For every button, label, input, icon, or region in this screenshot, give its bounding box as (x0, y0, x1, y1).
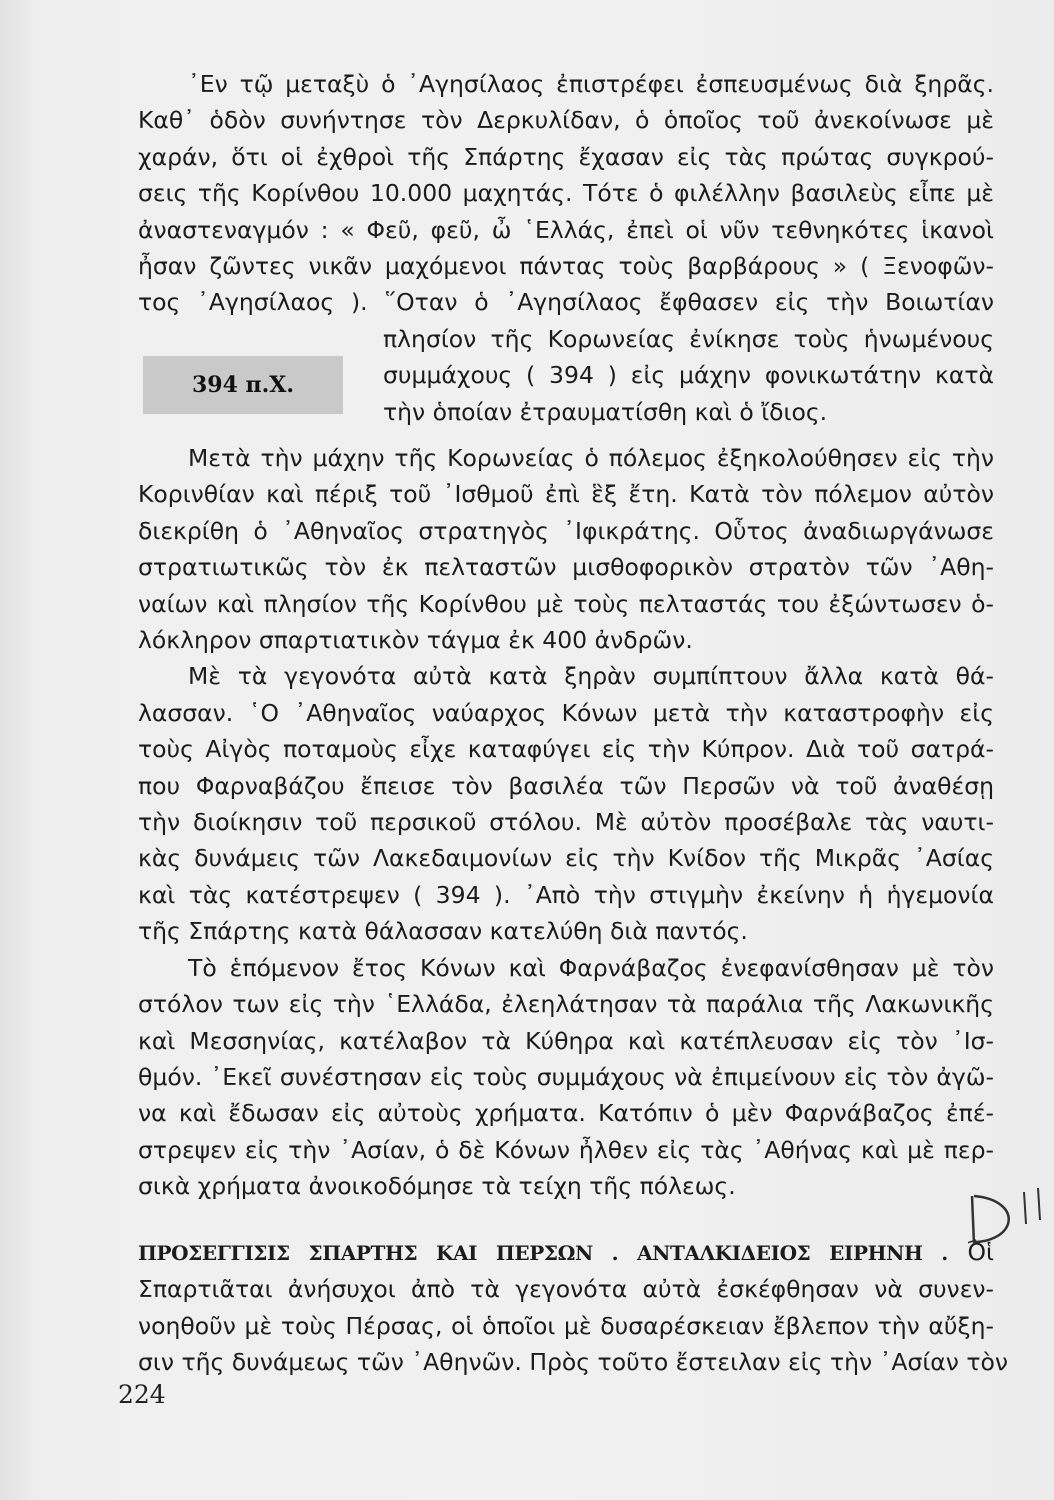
text-line: να καὶ ἔδωσαν εἰς αὐτοὺς χρήματα. Κατόπιν ὁ μὲν Φαρνάβαζος ἐπέ- (138, 1099, 994, 1128)
text-line: λασσαν. ῾Ο ᾿Αθηναῖος ναύαρχος Κόνων μετὰ τὴν καταστροφὴν εἰς (138, 698, 994, 727)
text-line: ἦσαν ζῶντες νικᾶν μαχόμενοι πάντας τοὺς βαρβάρους » ( Ξενοφῶν- (138, 252, 994, 281)
handwritten-mark-icon (968, 1184, 1048, 1250)
date-sidenote-label: 394 π.Χ. (191, 372, 295, 398)
text-line: σικὰ χρήματα ἀνοικοδόμησε τὰ τείχη τῆς πόλεως. (138, 1172, 736, 1201)
text-line: σεις τῆς Κορίνθου 10.000 μαχητάς. Τότε ὁ φιλέλλην βασιλεὺς εἶπε μὲ (138, 179, 994, 208)
text-line: ἀναστεναγμόν : « Φεῦ, φεῦ, ὦ ῾Ελλάς, ἐπεὶ οἱ νῦν τεθνηκότες ἱκανοὶ (138, 215, 994, 244)
section-text-line: Σπαρτιᾶται ἀνήσυχοι ἀπὸ τὰ γεγονότα αὐτὰ ἐσκέφθησαν νὰ συνεν- (138, 1275, 994, 1304)
text-line: Μετὰ τὴν μάχην τῆς Κορωνείας ὁ πόλεμος ἐξηκολούθησεν εἰς τὴν (188, 444, 994, 472)
text-line: συμμάχους ( 394 ) εἰς μάχην φονικωτάτην κατὰ (383, 361, 994, 390)
date-sidenote (143, 356, 343, 414)
text-line: θμόν. ᾿Εκεῖ συνέστησαν εἰς τοὺς συμμάχους νὰ ἐπιμείνουν εἰς τὸν ἀγῶ- (138, 1062, 994, 1091)
section-heading: ΠΡΟΣΕΓΓΙΣΙΣ ΣΠΑΡΤΗΣ ΚΑΙ ΠΕΡΣΩΝ . ΑΝΤΑΛΚΙΔΕΙΟΣ ΕΙΡΗΝΗ . (138, 1241, 948, 1265)
text-line: ναίων καὶ πλησίον τῆς Κορίνθου μὲ τοὺς πελταστάς του ἐξώντωσεν ὁ- (138, 589, 994, 618)
section-text-line: νοηθοῦν μὲ τοὺς Πέρσας, οἱ ὁποῖοι μὲ δυσαρέσκειαν ἔβλεπον τὴν αὔξη- (138, 1311, 994, 1340)
text-line: Τὸ ἑπόμενον ἔτος Κόνων καὶ Φαρνάβαζος ἐνεφανίσθησαν μὲ τὸν (188, 953, 994, 982)
text-line: στρατιωτικῶς τὸν ἐκ πελταστῶν μισθοφορικὸν στρατὸν τῶν ᾿Αθη- (138, 553, 994, 582)
text-line: καὶ τὰς κατέστρεψεν ( 394 ). ᾿Απὸ τὴν στιγμὴν ἐκείνην ἡ ἡγεμονία (138, 880, 994, 909)
section-text-line: σιν τῆς δυνάμεως τῶν ᾿Αθηνῶν. Πρὸς τοῦτο ἔστειλαν εἰς τὴν ᾿Ασίαν τὸν (138, 1348, 1009, 1377)
text-line: χαράν, ὅτι οἱ ἐχθροὶ τῆς Σπάρτης ἔχασαν εἰς τὰς πρώτας συγκρού- (138, 142, 994, 171)
paragraph-block-corinthian-war (138, 440, 994, 1205)
text-line: Μὲ τὰ γεγονότα αὐτὰ κατὰ ξηρὰν συμπίπτουν ἄλλα κατὰ θά- (188, 662, 994, 691)
text-line: τὴν διοίκησιν τοῦ περσικοῦ στόλου. Μὲ αὐτὸν προσέβαλε τὰς ναυτι- (138, 808, 994, 837)
text-line: Καθ᾿ ὁδὸν συνήντησε τὸν Δερκυλίδαν, ὁ ὁποῖος τοῦ ἀνεκοίνωσε μὲ (138, 106, 994, 135)
section-body (138, 1271, 1009, 1380)
text-line: πλησίον τῆς Κορωνείας ἐνίκησε τοὺς ἡνωμένους (383, 324, 994, 353)
section-first-line-rest: Οἱ (947, 1238, 994, 1266)
text-line: λόκληρον σπαρτιατικὸν τάγμα ἐκ 400 ἀνδρῶν. (138, 626, 693, 655)
text-line: ᾿Εν τῷ μεταξὺ ὁ ᾿Αγησίλαος ἐπιστρέφει ἐσπευσμένως διὰ ξηρᾶς. (188, 70, 994, 98)
text-line: κὰς δυνάμεις τῶν Λακεδαιμονίων εἰς τὴν Κνίδον τῆς Μικρᾶς ᾿Ασίας (138, 844, 994, 873)
text-line: στόλον των εἰς τὴν ῾Ελλάδα, ἐλεηλάτησαν τὰ παράλια τῆς Λακωνικῆς (138, 990, 994, 1019)
text-line: τὴν ὁποίαν ἐτραυματίσθη καὶ ὁ ἴδιος. (383, 397, 828, 426)
text-line: τος ᾿Αγησίλαος ). ῞Οταν ὁ ᾿Αγησίλαος ἔφθασεν εἰς τὴν Βοιωτίαν (138, 288, 994, 317)
text-line: στρεψεν εἰς τὴν ᾿Ασίαν, ὁ δὲ Κόνων ἦλθεν εἰς τὰς ᾿Αθήνας καὶ μὲ περ- (138, 1135, 994, 1164)
text-line: διεκρίθη ὁ ᾿Αθηναῖος στρατηγὸς ᾿Ιφικράτης. Οὗτος ἀναδιωργάνωσε (138, 516, 994, 545)
section-first-line (138, 1234, 994, 1271)
page-number: 224 (118, 1380, 166, 1409)
section-antalkidas-peace (138, 1234, 1009, 1381)
text-line: Κορινθίαν καὶ πέριξ τοῦ ᾿Ισθμοῦ ἐπὶ ἓξ ἔτη. Κατὰ τὸν πόλεμον αὐτὸν (138, 480, 994, 509)
text-line: που Φαρναβάζου ἔπεισε τὸν βασιλέα τῶν Περσῶν νὰ τοῦ ἀναθέσῃ (138, 771, 994, 800)
text-line: τῆς Σπάρτης κατὰ θάλασσαν κατελύθη διὰ παντός. (138, 917, 748, 946)
text-line: τοὺς Αἰγὸς ποταμοὺς εἶχε καταφύγει εἰς τὴν Κύπρον. Διὰ τοῦ σατρά- (138, 735, 994, 764)
text-line: καὶ Μεσσηνίας, κατέλαβον τὰ Κύθηρα καὶ κατέπλευσαν εἰς τὸν ᾿Ισ- (138, 1026, 994, 1055)
